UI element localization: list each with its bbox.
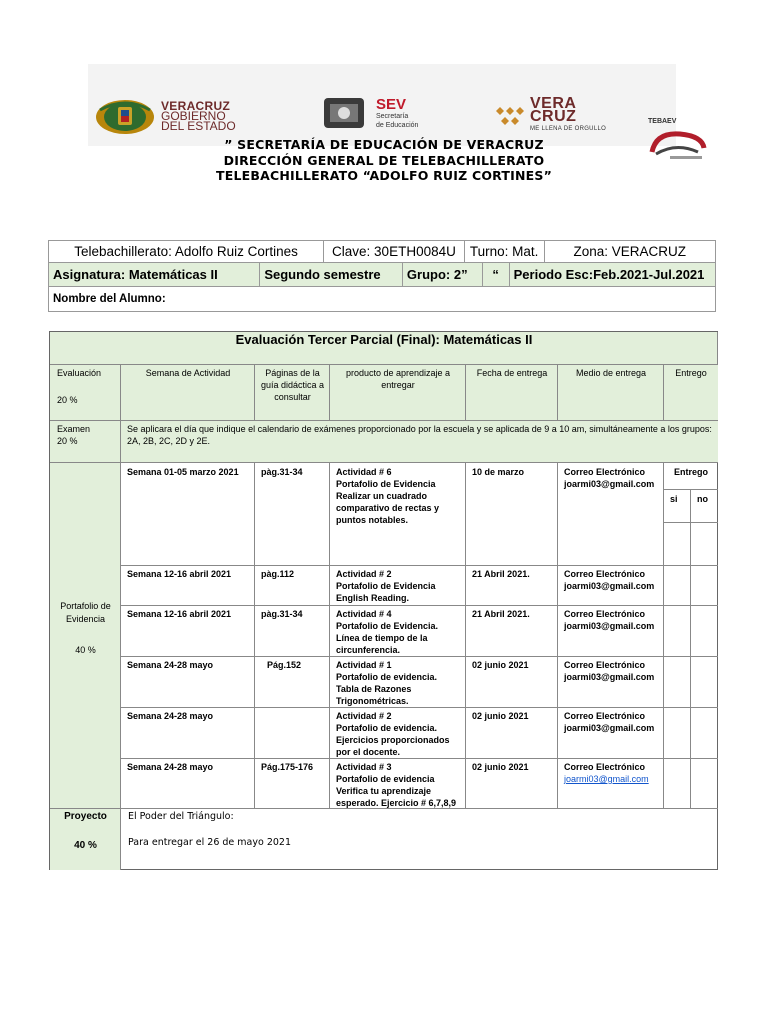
veracruz-government-logo bbox=[94, 96, 236, 136]
semana-cell: Semana 01-05 marzo 2021 bbox=[127, 467, 239, 477]
semana-cell: Semana 24-28 mayo bbox=[127, 660, 214, 670]
coat-of-arms-icon bbox=[94, 96, 156, 136]
table-cell bbox=[330, 759, 466, 809]
semana-cell: Semana 12-16 abril 2021 bbox=[127, 569, 232, 579]
header-cell bbox=[330, 365, 466, 421]
logo-text: DEL ESTADO bbox=[161, 119, 236, 133]
medio-line: Correo Electrónico bbox=[564, 660, 646, 670]
medio-line: Correo Electrónico bbox=[564, 609, 646, 619]
examen-text: Se aplicara el día que indique el calendario de exámenes proporcionado por la escuela y se aplicada de 9 a 10 am, simultáneamente a los grupos: 2A, 2B, 2C, 2D y 2E. bbox=[127, 424, 712, 447]
header-semana: Semana de Actividad bbox=[145, 368, 231, 378]
fecha-cell: 10 de marzo bbox=[472, 467, 525, 477]
proyecto-label: Proyecto bbox=[64, 811, 107, 822]
header-cell bbox=[255, 365, 330, 421]
email-text: joarmi03@gmail.com bbox=[564, 621, 655, 631]
logo-text: Secretaría bbox=[376, 112, 409, 120]
medio-line: Correo Electrónico bbox=[564, 569, 646, 579]
header-cell bbox=[121, 365, 255, 421]
header-cell bbox=[558, 365, 664, 421]
table-cell bbox=[466, 708, 558, 759]
entrego-si-header bbox=[664, 490, 691, 523]
entrego-no-cell[interactable] bbox=[691, 657, 718, 708]
entrego-si-cell[interactable] bbox=[664, 759, 691, 809]
table-cell bbox=[255, 657, 330, 708]
table-cell bbox=[330, 463, 466, 566]
proyecto-deadline: Para entregar el 26 de mayo 2021 bbox=[128, 837, 291, 848]
header-evaluacion: Evaluación bbox=[57, 368, 102, 378]
entrego-no-label: no bbox=[697, 494, 708, 504]
entrego-sub-header bbox=[664, 463, 718, 490]
table-cell bbox=[121, 657, 255, 708]
proyecto-pct: 40 % bbox=[74, 840, 97, 851]
evaluation-table bbox=[49, 331, 718, 870]
logo-text: GOBIERNO bbox=[161, 109, 226, 123]
info-row bbox=[49, 263, 715, 287]
heading-line: DIRECCIÓN GENERAL DE TELEBACHILLERATO bbox=[223, 153, 545, 168]
group-quote: “ bbox=[492, 267, 499, 282]
table-cell bbox=[558, 566, 664, 606]
table-cell bbox=[255, 759, 330, 809]
examen-label-cell bbox=[50, 421, 121, 463]
group: Grupo: 2” bbox=[403, 263, 483, 286]
paginas-cell: Pág.175-176 bbox=[261, 762, 314, 772]
producto-line: Realizar un cuadrado bbox=[336, 491, 428, 501]
logo-text: de Educación bbox=[376, 121, 419, 129]
entrego-si-cell[interactable] bbox=[664, 566, 691, 606]
subject: Asignatura: Matemáticas II bbox=[49, 263, 260, 286]
entrego-no-cell[interactable] bbox=[691, 566, 718, 606]
school-info-table bbox=[48, 240, 716, 312]
table-cell bbox=[121, 759, 255, 809]
header-paginas: Páginas de la guía didáctica a consultar bbox=[260, 368, 325, 403]
producto-line: Portafolio de evidencia bbox=[336, 774, 435, 784]
semana-cell: Semana 24-28 mayo bbox=[127, 711, 214, 721]
table-cell bbox=[466, 606, 558, 657]
table-cell bbox=[466, 759, 558, 809]
header-cell bbox=[664, 365, 718, 421]
fecha-cell: 02 junio 2021 bbox=[472, 660, 529, 670]
fecha-cell: 21 Abril 2021. bbox=[472, 569, 530, 579]
producto-line: esperado. Ejercicio # 6,7,8,9 bbox=[336, 798, 457, 808]
producto-line: puntos notables. bbox=[336, 515, 408, 525]
producto-line: comparativo de rectas y bbox=[336, 503, 440, 513]
logo-text: VERA bbox=[530, 95, 577, 112]
producto-line: Portafolio de evidencia. bbox=[336, 672, 438, 682]
table-cell bbox=[558, 606, 664, 657]
table-cell bbox=[330, 606, 466, 657]
table-cell bbox=[558, 759, 664, 809]
entrego-si-label: si bbox=[670, 494, 678, 504]
producto-line: English Reading. bbox=[336, 593, 410, 603]
table-cell bbox=[466, 566, 558, 606]
producto-line: Actividad # 6 bbox=[336, 467, 392, 477]
entrego-no-cell[interactable] bbox=[691, 759, 718, 809]
tebaev-logo bbox=[646, 118, 708, 164]
logo-text: SEV bbox=[376, 95, 407, 113]
table-cell bbox=[121, 463, 255, 566]
email-link[interactable]: joarmi03@gmail.com bbox=[564, 774, 649, 784]
evaluation-title: Evaluación Tercer Parcial (Final): Matemáticas II bbox=[235, 332, 533, 347]
logo-text: TEBAEV bbox=[648, 118, 677, 125]
entrego-si-cell[interactable] bbox=[664, 657, 691, 708]
period: Periodo Esc:Feb.2021-Jul.2021 bbox=[509, 263, 715, 286]
table-cell bbox=[255, 708, 330, 759]
table-cell bbox=[255, 463, 330, 566]
semana-cell: Semana 12-16 abril 2021 bbox=[127, 609, 232, 619]
header-entrego: Entrego bbox=[675, 368, 707, 378]
table-cell bbox=[255, 566, 330, 606]
table-cell bbox=[558, 463, 664, 566]
producto-line: Actividad # 3 bbox=[336, 762, 392, 772]
table-cell bbox=[466, 463, 558, 566]
table-cell bbox=[121, 606, 255, 657]
producto-line: Actividad # 4 bbox=[336, 609, 392, 619]
fecha-cell: 02 junio 2021 bbox=[472, 711, 529, 721]
shift: Turno: Mat. bbox=[465, 241, 545, 262]
email-text: joarmi03@gmail.com bbox=[564, 581, 655, 591]
portafolio-label: Evidencia bbox=[65, 614, 106, 624]
header-cell bbox=[466, 365, 558, 421]
paginas-cell: pàg.112 bbox=[261, 569, 295, 579]
entrego-no-cell[interactable] bbox=[691, 708, 718, 759]
examen-pct: 20 % bbox=[57, 436, 78, 446]
table-cell bbox=[558, 657, 664, 708]
producto-line: Portafolio de Evidencia bbox=[336, 581, 436, 591]
entrego-sub-label: Entrego bbox=[673, 467, 708, 477]
portafolio-label-cell bbox=[50, 463, 121, 809]
header-medio: Medio de entrega bbox=[575, 368, 647, 378]
producto-line: Trigonométricas. bbox=[336, 696, 409, 706]
proyecto-title: El Poder del Triángulo: bbox=[128, 811, 234, 822]
header-fecha: Fecha de entrega bbox=[476, 368, 548, 378]
entrego-si-cell[interactable] bbox=[664, 708, 691, 759]
medio-line: Correo Electrónico bbox=[564, 711, 646, 721]
entrego-no-header bbox=[691, 490, 718, 523]
email-text: joarmi03@gmail.com bbox=[564, 672, 655, 682]
table-cell bbox=[330, 657, 466, 708]
school-name: Telebachillerato: Adolfo Ruiz Cortines bbox=[49, 241, 324, 262]
producto-line: Portafolio de Evidencia bbox=[336, 479, 436, 489]
header-evaluacion-pct: 20 % bbox=[57, 395, 78, 405]
examen-label: Examen bbox=[57, 424, 91, 434]
entrego-si-cell[interactable] bbox=[664, 523, 691, 566]
heading-line: TELEBACHILLERATO “ADOLFO RUIZ CORTINES” bbox=[215, 168, 553, 183]
logo-text: CRUZ bbox=[530, 108, 577, 125]
producto-line: Verifica tu aprendizaje bbox=[336, 786, 432, 796]
producto-line: por el docente. bbox=[336, 747, 401, 757]
table-cell bbox=[255, 606, 330, 657]
producto-line: Actividad # 2 bbox=[336, 711, 392, 721]
veracruz-orgullo-logo bbox=[494, 97, 606, 136]
producto-line: Ejercicios proporcionados bbox=[336, 735, 450, 745]
table-cell bbox=[121, 566, 255, 606]
proyecto-text-cell bbox=[121, 809, 718, 870]
producto-line: Actividad # 1 bbox=[336, 660, 392, 670]
producto-line: Línea de tiempo de la bbox=[336, 633, 428, 643]
fecha-cell: 02 junio 2021 bbox=[472, 762, 529, 772]
table-cell bbox=[330, 708, 466, 759]
paginas-cell: pàg.31-34 bbox=[261, 609, 303, 619]
email-text: joarmi03@gmail.com bbox=[564, 479, 655, 489]
info-row bbox=[49, 287, 715, 311]
entrego-no-cell[interactable] bbox=[691, 523, 718, 566]
proyecto-label-cell bbox=[50, 809, 121, 870]
heading-line: ” SECRETARÍA DE EDUCACIÓN DE VERACRUZ bbox=[224, 137, 544, 152]
header-cell bbox=[50, 365, 121, 421]
producto-line: Portafolio de evidencia. bbox=[336, 723, 438, 733]
logo-tagline: ME LLENA DE ORGULLO bbox=[530, 126, 607, 132]
logo-text: VERACRUZ bbox=[161, 99, 231, 113]
fecha-cell: 21 Abril 2021. bbox=[472, 609, 530, 619]
sev-logo bbox=[318, 96, 418, 130]
producto-line: circunferencia. bbox=[336, 645, 401, 655]
semester: Segundo semestre bbox=[260, 263, 403, 286]
examen-text-cell bbox=[121, 421, 718, 463]
pattern-icon bbox=[494, 105, 528, 129]
student-name-field: Nombre del Alumno: bbox=[53, 293, 166, 305]
medio-line: Correo Electrónico bbox=[564, 467, 646, 477]
sev-emblem-icon bbox=[318, 96, 370, 130]
producto-line: Tabla de Razones bbox=[336, 684, 412, 694]
paginas-cell: Pág.152 bbox=[267, 660, 302, 670]
paginas-cell: pàg.31-34 bbox=[261, 467, 303, 477]
info-row bbox=[49, 241, 715, 263]
table-cell bbox=[121, 708, 255, 759]
table-cell bbox=[466, 657, 558, 708]
entrego-no-cell[interactable] bbox=[691, 606, 718, 657]
school-code: Clave: 30ETH0084U bbox=[324, 241, 465, 262]
email-text: joarmi03@gmail.com bbox=[564, 723, 655, 733]
header-producto: producto de aprendizaje a entregar bbox=[345, 368, 451, 391]
producto-line: Actividad # 2 bbox=[336, 569, 392, 579]
semana-cell: Semana 24-28 mayo bbox=[127, 762, 214, 772]
entrego-si-cell[interactable] bbox=[664, 606, 691, 657]
zone: Zona: VERACRUZ bbox=[573, 244, 687, 259]
tebaev-swoosh-icon bbox=[646, 126, 708, 164]
table-cell bbox=[330, 566, 466, 606]
producto-line: Portafolio de Evidencia. bbox=[336, 621, 439, 631]
table-cell bbox=[558, 708, 664, 759]
portafolio-label: Portafolio de bbox=[60, 601, 111, 611]
portafolio-pct: 40 % bbox=[75, 645, 96, 655]
medio-line: Correo Electrónico bbox=[564, 762, 646, 772]
